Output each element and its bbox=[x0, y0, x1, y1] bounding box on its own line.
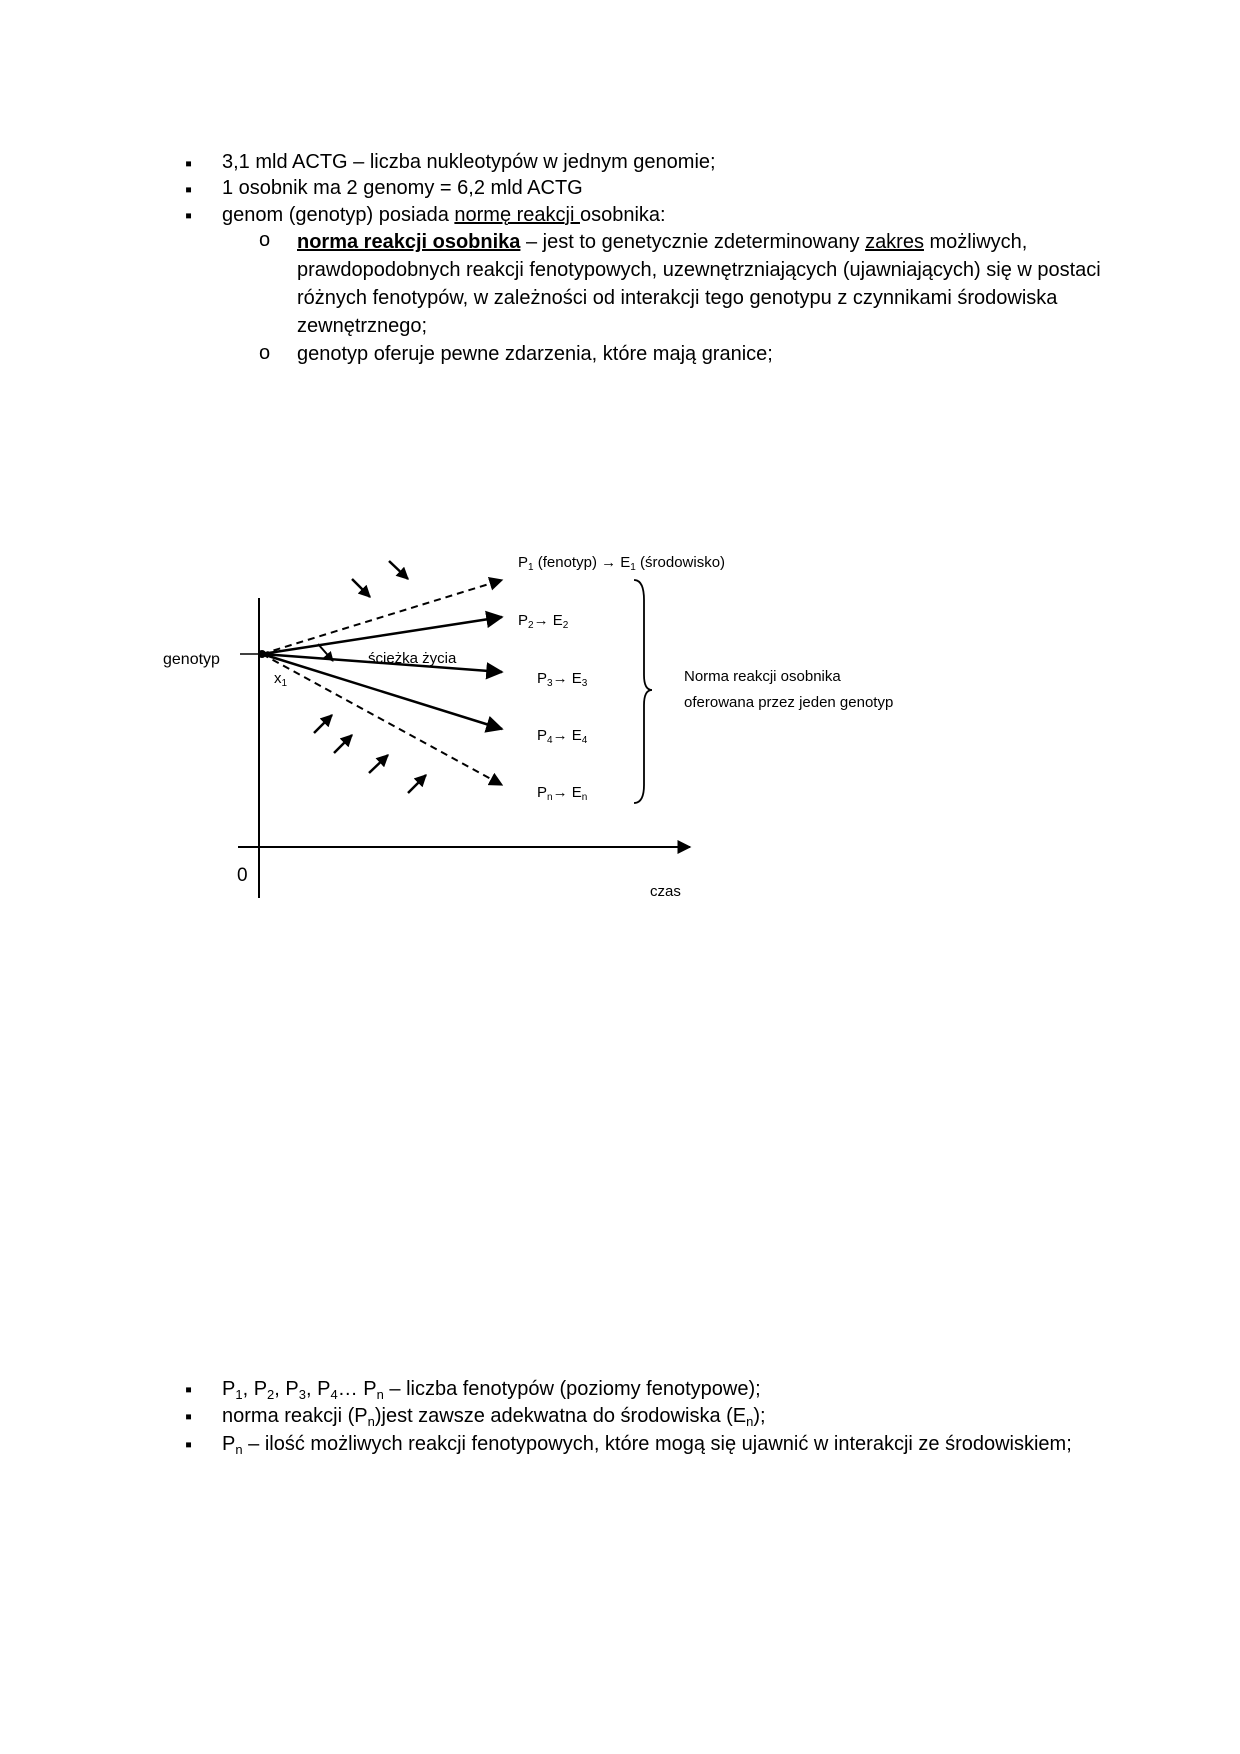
text-part: genom (genotyp) posiada bbox=[222, 204, 455, 226]
phenotype-subscript: 2 bbox=[528, 620, 534, 631]
phenotype-symbol: P bbox=[537, 784, 548, 801]
text-part: norma reakcji (P bbox=[222, 1405, 368, 1427]
phenotype-symbol: P bbox=[537, 727, 548, 744]
phenotype-symbol: P bbox=[285, 1378, 299, 1400]
x1-label bbox=[274, 670, 288, 689]
reaction-label-p1 bbox=[518, 554, 725, 573]
list-item: 1 osobnik ma 2 genomy = 6,2 mld ACTG bbox=[222, 177, 583, 199]
phenotype-symbol: P bbox=[317, 1378, 331, 1400]
separator: , bbox=[305, 1378, 318, 1400]
phenotype-symbol: P bbox=[518, 612, 529, 629]
brace-label-line2: oferowana przez jeden genotyp bbox=[684, 694, 894, 711]
arrow-glyph: → bbox=[552, 670, 568, 687]
reaction-line-p2 bbox=[262, 617, 502, 654]
environment-arrow bbox=[389, 561, 408, 579]
arrow-glyph: → bbox=[601, 554, 617, 571]
bullet-marker: ▪ bbox=[185, 1406, 193, 1428]
phenotype-note: (fenotyp) bbox=[533, 554, 602, 571]
subscript: 2 bbox=[267, 1387, 275, 1402]
phenotype-subscript: 4 bbox=[547, 735, 553, 746]
origin-label: 0 bbox=[237, 865, 248, 886]
subscript: n bbox=[367, 1414, 375, 1429]
environment-symbol: E bbox=[571, 727, 582, 744]
environment-subscript: 3 bbox=[581, 678, 588, 689]
environment-subscript: n bbox=[581, 792, 588, 803]
underlined-term: normę reakcji bbox=[454, 204, 580, 226]
subscript: 3 bbox=[298, 1387, 306, 1402]
bold-term: norma reakcji osobnika bbox=[297, 231, 521, 253]
arrow-glyph: → bbox=[533, 612, 549, 629]
environment-arrow bbox=[334, 735, 352, 753]
bullet-marker: ▪ bbox=[185, 205, 193, 227]
reaction-label-pn bbox=[537, 784, 587, 803]
environment-subscript: 4 bbox=[581, 735, 588, 746]
environment-symbol: E bbox=[571, 784, 582, 801]
environment-arrow bbox=[408, 775, 426, 793]
reaction-label-p2 bbox=[518, 612, 569, 631]
text-part: – ilość możliwych reakcji fenotypowych, które mogą się ujawnić w interakcji ze środowiskiem; bbox=[242, 1433, 1072, 1455]
text-part: osobnika: bbox=[579, 204, 666, 226]
list-item: 3,1 mld ACTG – liczba nukleotypów w jednym genomie; bbox=[222, 151, 716, 173]
sub-list-item bbox=[297, 228, 1107, 340]
environment-subscript: 1 bbox=[630, 562, 636, 573]
text-part: możliwych, prawdopodobnych reakcji fenotypowych, uzewnętrzniających (ujawniających) się w postaci różnych fenotypów, w zależności od interakcji tego genotypu z czynnikami środowiska zewnętrznego; bbox=[297, 231, 1101, 337]
bullet-marker: ▪ bbox=[185, 1434, 193, 1456]
subscript: 1 bbox=[235, 1387, 243, 1402]
x1-letter: x bbox=[274, 670, 282, 687]
phenotype-subscript: 1 bbox=[528, 562, 534, 573]
bullet-marker: ▪ bbox=[185, 1379, 193, 1401]
phenotype-symbol: P bbox=[537, 670, 548, 687]
sub-list-item: genotyp oferuje pewne zdarzenia, które mają granice; bbox=[297, 343, 773, 365]
environment-note: (środowisko) bbox=[635, 554, 726, 571]
list-item bbox=[222, 1375, 1102, 1403]
genotype-origin-dot bbox=[258, 650, 266, 658]
phenotype-symbol: P bbox=[222, 1378, 236, 1400]
path-of-life-label: ścieżka życia bbox=[368, 650, 457, 667]
separator: , bbox=[274, 1378, 286, 1400]
czas-label: czas bbox=[650, 883, 681, 900]
curly-brace bbox=[634, 580, 652, 803]
phenotype-symbol: P bbox=[222, 1433, 236, 1455]
separator: , bbox=[242, 1378, 254, 1400]
list-item bbox=[222, 1430, 1102, 1458]
subscript: n bbox=[746, 1414, 754, 1429]
subscript: 4 bbox=[330, 1387, 338, 1402]
x1-subscript: 1 bbox=[281, 678, 288, 689]
list-item bbox=[222, 201, 1102, 229]
environment-symbol: E bbox=[552, 612, 563, 629]
underlined-term: zakres bbox=[865, 231, 924, 253]
list-item bbox=[222, 1402, 1102, 1430]
bullet-marker: ▪ bbox=[185, 153, 193, 175]
brace-label-line1: Norma reakcji osobnika bbox=[684, 668, 841, 685]
environment-subscript: 2 bbox=[562, 620, 569, 631]
reaction-label-p4 bbox=[537, 727, 588, 746]
phenotype-symbol: P bbox=[518, 554, 529, 571]
environment-symbol: E bbox=[571, 670, 582, 687]
subscript: n bbox=[376, 1387, 384, 1402]
text-part: – liczba fenotypów (poziomy fenotypowe); bbox=[383, 1378, 761, 1400]
sub-bullet-marker: o bbox=[259, 342, 271, 364]
arrow-glyph: → bbox=[552, 784, 568, 801]
reaction-line-pn bbox=[262, 654, 502, 785]
phenotype-symbol: P bbox=[253, 1378, 268, 1400]
phenotype-subscript: n bbox=[547, 792, 553, 803]
phenotype-symbol: P bbox=[363, 1378, 377, 1400]
environment-arrow bbox=[369, 755, 388, 773]
text-part: ); bbox=[753, 1405, 766, 1427]
environment-arrow bbox=[314, 715, 332, 733]
reaction-label-p3 bbox=[537, 670, 588, 689]
sub-bullet-marker: o bbox=[259, 229, 271, 251]
reaction-line-p1 bbox=[262, 580, 502, 654]
phenotype-subscript: 3 bbox=[547, 678, 553, 689]
environment-symbol: E bbox=[620, 554, 631, 571]
genotyp-label: genotyp bbox=[163, 651, 220, 668]
text-part: – jest to genetycznie zdeterminowany bbox=[520, 231, 866, 253]
separator: … bbox=[337, 1378, 364, 1400]
arrow-glyph: → bbox=[552, 727, 568, 744]
text-part: )jest zawsze adekwatna do środowiska (E bbox=[374, 1405, 747, 1427]
subscript: n bbox=[235, 1442, 243, 1457]
environment-arrow bbox=[352, 579, 370, 597]
norm-of-reaction-diagram bbox=[0, 530, 1240, 910]
bullet-marker: ▪ bbox=[185, 179, 193, 201]
